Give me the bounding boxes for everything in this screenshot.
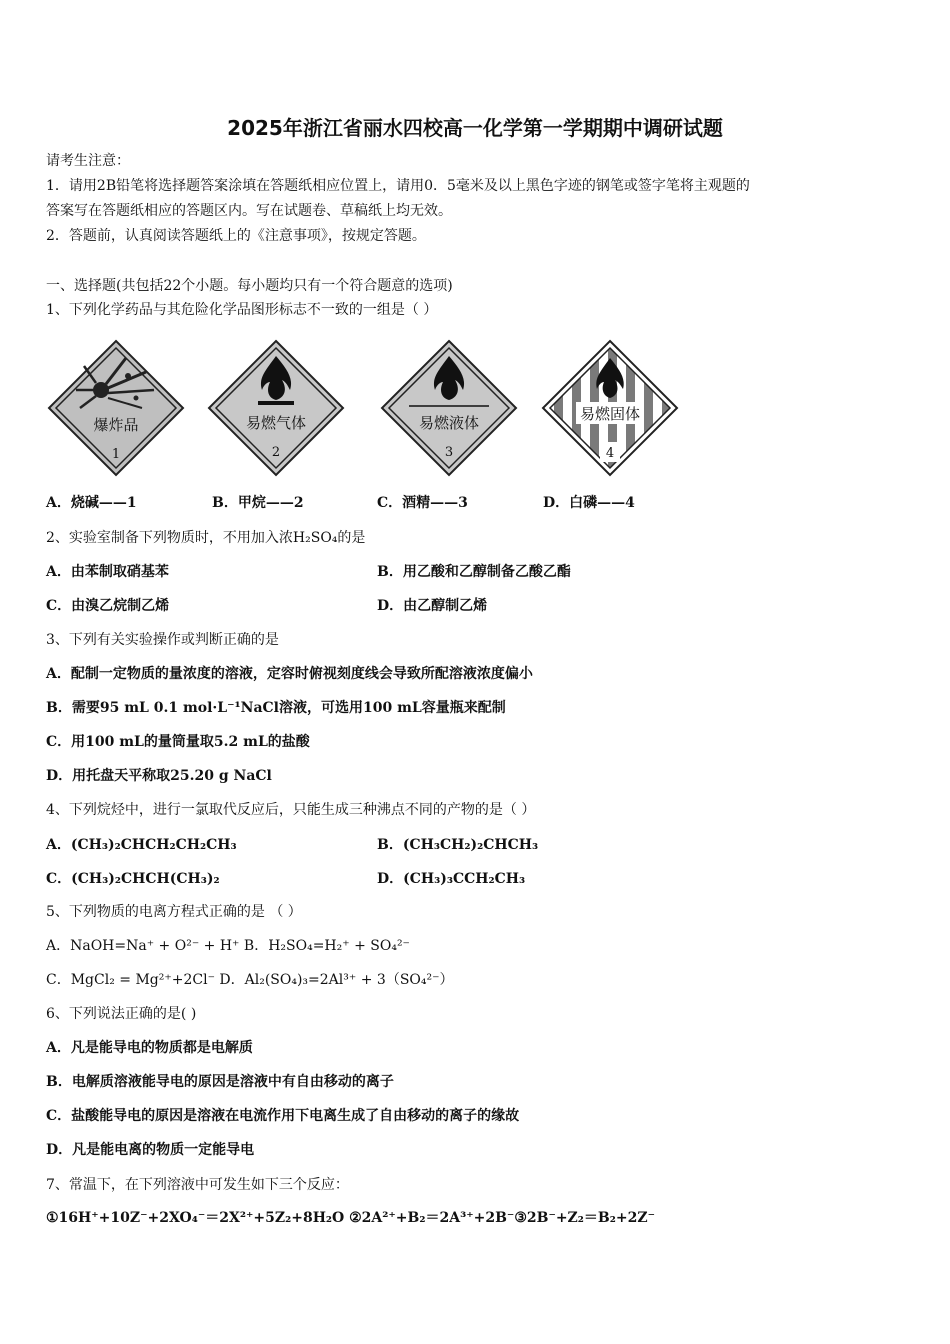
sign-4-label: 易燃固体 (579, 405, 641, 423)
flammable-solid-sign (540, 338, 680, 478)
q7-stem: 7、常温下，在下列溶液中可发生如下三个反应： (46, 1177, 349, 1193)
q1-option-a: A．烧碱——1 (46, 495, 137, 511)
q1-option-c: C．酒精——3 (377, 495, 468, 511)
page-title: 2025年浙江省丽水四校高一化学第一学期期中调研试题 (227, 116, 723, 140)
q2-option-c: C．由溴乙烷制乙烯 (46, 598, 170, 614)
sign-3-number: 3 (444, 445, 454, 460)
notice-header: 请考生注意： (46, 153, 130, 169)
notice-item-1b: 答案写在答题纸相应的答题区内。写在试题卷、草稿纸上均无效。 (46, 203, 452, 219)
q4-option-b: B．(CH₃CH₂)₂CHCH₃ (377, 837, 539, 853)
q2-option-b: B．用乙酸和乙醇制备乙酸乙酯 (377, 564, 571, 580)
q6-stem: 6、下列说法正确的是( ) (46, 1006, 197, 1022)
section-heading: 一、选择题(共包括22个小题。每小题均只有一个符合题意的选项) (46, 278, 453, 294)
q3-option-a: A．配制一定物质的量浓度的溶液，定容时俯视刻度线会导致所配溶液浓度偏小 (46, 666, 533, 682)
q5-stem: 5、下列物质的电离方程式正确的是 （ ） (46, 904, 302, 920)
q3-option-d: D．用托盘天平称取25.20 g NaCl (46, 768, 272, 784)
q2-stem: 2、实验室制备下列物质时，不用加入浓H₂SO₄的是 (46, 530, 366, 546)
sign-2-label: 易燃气体 (245, 414, 307, 432)
q3-option-b: B．需要95 mL 0.1 mol·L⁻¹NaCl溶液，可选用100 mL容量瓶来配制 (46, 700, 506, 716)
q6-option-c: C．盐酸能导电的原因是溶液在电流作用下电离生成了自由移动的离子的缘故 (46, 1108, 520, 1124)
q6-option-a: A．凡是能导电的物质都是电解质 (46, 1040, 253, 1056)
q1-option-d: D．白磷——4 (543, 495, 635, 511)
sign-2-number: 2 (271, 445, 281, 460)
q4-option-d: D．(CH₃)₃CCH₂CH₃ (377, 871, 526, 887)
q3-stem: 3、下列有关实验操作或判断正确的是 (46, 632, 279, 648)
sign-3-label: 易燃液体 (418, 414, 480, 432)
explosive-sign (46, 338, 186, 478)
q1-stem: 1、下列化学药品与其危险化学品图形标志不一致的一组是（ ） (46, 302, 438, 318)
q2-option-d: D．由乙醇制乙烯 (377, 598, 488, 614)
notice-item-1a: 1．请用2B铅笔将选择题答案涂填在答题纸相应位置上，请用0．5毫米及以上黑色字迹的钢笔或签字笔将主观题的 (46, 178, 750, 194)
q4-option-a: A．(CH₃)₂CHCH₂CH₂CH₃ (46, 837, 237, 853)
q6-option-d: D．凡是能电离的物质一定能导电 (46, 1142, 255, 1158)
flammable-gas-sign (206, 338, 346, 478)
sign-1-number: 1 (111, 447, 121, 462)
q5-options-row-2: C．MgCl₂ = Mg²⁺+2Cl⁻ D．Al₂(SO₄)₃=2Al³⁺ + 3（SO₄²⁻） (46, 972, 454, 988)
sign-1-label: 爆炸品 (93, 416, 139, 434)
q6-option-b: B．电解质溶液能导电的原因是溶液中有自由移动的离子 (46, 1074, 394, 1090)
hazard-signs (46, 338, 686, 478)
sign-4-number: 4 (605, 446, 615, 461)
notice-item-2: 2．答题前，认真阅读答题纸上的《注意事项》，按规定答题。 (46, 228, 426, 244)
q4-option-c: C．(CH₃)₂CHCH(CH₃)₂ (46, 871, 220, 887)
flammable-liquid-sign (379, 338, 519, 478)
q3-option-c: C．用100 mL的量筒量取5.2 mL的盐酸 (46, 734, 310, 750)
q7-reactions: ①16H⁺+10Z⁻+2XO₄⁻＝2X²⁺+5Z₂+8H₂O ②2A²⁺+B₂＝2A³⁺+2B⁻③2B⁻+Z₂＝B₂+2Z⁻ (46, 1210, 655, 1226)
q2-option-a: A．由苯制取硝基苯 (46, 564, 169, 580)
q4-stem: 4、下列烷烃中，进行一氯取代反应后，只能生成三种沸点不同的产物的是（ ） (46, 802, 536, 818)
q5-options-row-1: A．NaOH=Na⁺ + O²⁻ + H⁺ B．H₂SO₄=H₂⁺ + SO₄²⁻ (46, 938, 410, 954)
q1-option-b: B．甲烷——2 (212, 495, 304, 511)
